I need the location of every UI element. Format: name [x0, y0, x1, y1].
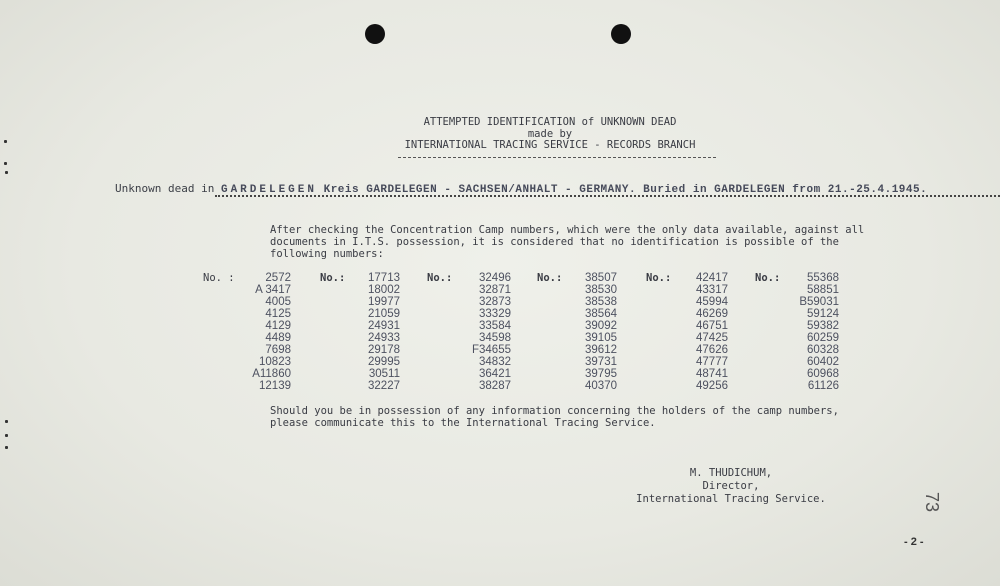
camp-number: 47626 — [696, 344, 728, 356]
punch-hole-left — [365, 24, 385, 44]
unknown-dead-line — [115, 182, 1000, 196]
camp-number: 59124 — [807, 308, 839, 320]
camp-number: 33584 — [479, 320, 511, 332]
camp-number: 60259 — [807, 332, 839, 344]
closing-line: Should you be in possession of any information concerning the holders of the camp numbers, — [270, 405, 839, 417]
column-values — [356, 272, 400, 392]
camp-number: 2572 — [265, 272, 291, 284]
camp-number: 36421 — [479, 368, 511, 380]
column-label: No.: — [427, 272, 453, 284]
margin-mark — [4, 140, 7, 143]
camp-number: 43317 — [696, 284, 728, 296]
camp-number: 4005 — [265, 296, 291, 308]
page-number: - 2 - — [904, 536, 924, 548]
intro-paragraph — [270, 225, 864, 260]
camp-number: 47425 — [696, 332, 728, 344]
camp-number: 32227 — [368, 380, 400, 392]
column-label: No.: — [537, 272, 563, 284]
header-divider — [398, 157, 716, 158]
camp-number: 7698 — [265, 344, 291, 356]
camp-number: 32496 — [479, 272, 511, 284]
dotted-underline — [215, 195, 1000, 197]
camp-number: 38507 — [585, 272, 617, 284]
camp-number: 4125 — [265, 308, 291, 320]
camp-number: 21059 — [368, 308, 400, 320]
camp-number: 59382 — [807, 320, 839, 332]
camp-number: 60402 — [807, 356, 839, 368]
camp-number: A 3417 — [255, 284, 291, 296]
column-values — [791, 272, 839, 392]
signature-block — [626, 467, 836, 506]
column-label: No. : — [203, 272, 235, 284]
camp-number: 4489 — [265, 332, 291, 344]
intro-line: After checking the Concentration Camp numbers, which were the only data available, against all — [270, 224, 865, 236]
signatory-title: Director, — [702, 480, 760, 492]
camp-number: 24933 — [368, 332, 400, 344]
camp-number: 10823 — [259, 356, 291, 368]
camp-number: 32873 — [479, 296, 511, 308]
camp-number: 29995 — [368, 356, 400, 368]
margin-mark — [5, 171, 8, 174]
camp-number: 24931 — [368, 320, 400, 332]
camp-number: 46269 — [696, 308, 728, 320]
camp-number: 42417 — [696, 272, 728, 284]
camp-number: 47777 — [696, 356, 728, 368]
camp-number: 39092 — [585, 320, 617, 332]
header-subtitle: made by — [527, 128, 573, 140]
camp-number: 4129 — [265, 320, 291, 332]
header-title: ATTEMPTED IDENTIFICATION of UNKNOWN DEAD — [423, 116, 677, 128]
camp-number: 60328 — [807, 344, 839, 356]
camp-number: 12139 — [259, 380, 291, 392]
camp-number: 49256 — [696, 380, 728, 392]
camp-number: 39731 — [585, 356, 617, 368]
column-values — [684, 272, 728, 392]
column-values — [243, 272, 291, 392]
column-label: No.: — [646, 272, 672, 284]
camp-number: 39105 — [585, 332, 617, 344]
camp-number: 45994 — [696, 296, 728, 308]
camp-number: 38287 — [479, 380, 511, 392]
camp-number: A11860 — [252, 368, 291, 380]
camp-number: 34598 — [479, 332, 511, 344]
margin-mark — [5, 434, 8, 437]
camp-number: 60968 — [807, 368, 839, 380]
camp-number: 17713 — [368, 272, 400, 284]
margin-mark — [4, 162, 7, 165]
signatory-name: M. THUDICHUM, — [689, 467, 773, 479]
camp-number: 46751 — [696, 320, 728, 332]
margin-mark — [5, 446, 8, 449]
punch-hole-right — [611, 24, 631, 44]
signatory-organization: International Tracing Service. — [636, 493, 826, 505]
camp-number: 38564 — [585, 308, 617, 320]
column-values — [573, 272, 617, 392]
camp-number: 19977 — [368, 296, 400, 308]
camp-number: 40370 — [585, 380, 617, 392]
camp-number: 58851 — [807, 284, 839, 296]
camp-number: 39795 — [585, 368, 617, 380]
camp-number: 34832 — [479, 356, 511, 368]
camp-number: 61126 — [807, 380, 839, 392]
town-stamp: GARDELEGEN — [220, 184, 317, 196]
camp-number: 30511 — [368, 368, 400, 380]
header-organization: INTERNATIONAL TRACING SERVICE - RECORDS BRANCH — [404, 139, 696, 151]
handwritten-sheet-number: 73 — [922, 492, 942, 513]
intro-line: documents in I.T.S. possession, it is considered that no identification is possible of the — [270, 235, 839, 248]
camp-number: 32871 — [479, 284, 511, 296]
camp-number: 29178 — [368, 344, 400, 356]
column-label: No.: — [320, 272, 346, 284]
camp-number: 38538 — [585, 296, 617, 308]
camp-number: 33329 — [479, 308, 511, 320]
intro-line: following numbers: — [270, 247, 384, 260]
camp-number: B59031 — [799, 296, 839, 308]
margin-mark — [5, 420, 8, 423]
location-details-stamp: Kreis GARDELEGEN - SACHSEN/ANHALT - GERMANY. Buried in GARDELEGEN from 21.-25.4.1945. — [323, 184, 928, 196]
camp-number: 38530 — [585, 284, 617, 296]
camp-number: 55368 — [807, 272, 839, 284]
camp-number: F34655 — [471, 344, 511, 356]
unknown-dead-label: Unknown dead in — [115, 182, 215, 195]
camp-number: 18002 — [368, 284, 400, 296]
closing-line: please communicate this to the International Tracing Service. — [270, 416, 656, 429]
column-label: No.: — [755, 272, 781, 284]
camp-number: 48741 — [696, 368, 728, 380]
camp-number: 39612 — [585, 344, 617, 356]
column-values — [463, 272, 511, 392]
closing-paragraph — [270, 406, 839, 430]
